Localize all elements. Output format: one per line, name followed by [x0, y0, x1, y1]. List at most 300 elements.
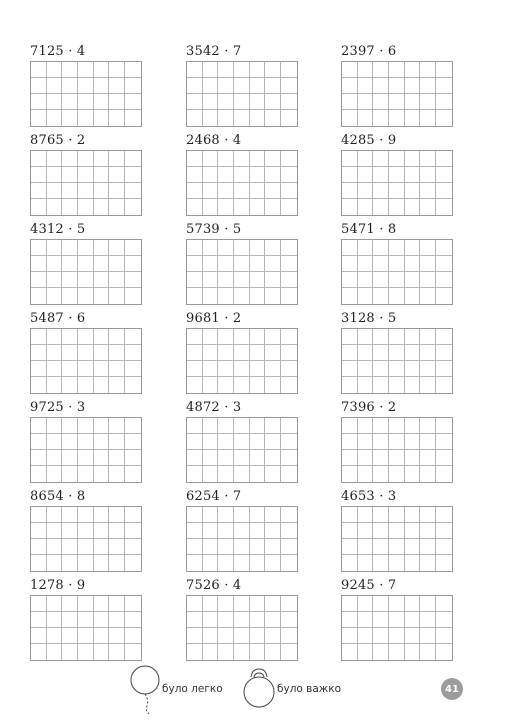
answer-grid[interactable]: [341, 417, 453, 483]
grid-cell[interactable]: [389, 288, 405, 304]
grid-cell[interactable]: [94, 555, 110, 571]
grid-cell[interactable]: [436, 272, 452, 288]
grid-cell[interactable]: [436, 94, 452, 110]
grid-cell[interactable]: [78, 240, 94, 256]
grid-cell[interactable]: [281, 345, 297, 361]
grid-cell[interactable]: [47, 110, 63, 126]
grid-cell[interactable]: [436, 450, 452, 466]
grid-cell[interactable]: [389, 555, 405, 571]
grid-cell[interactable]: [62, 110, 78, 126]
grid-cell[interactable]: [358, 151, 374, 167]
grid-cell[interactable]: [405, 612, 421, 628]
grid-cell[interactable]: [94, 539, 110, 555]
grid-cell[interactable]: [203, 644, 219, 660]
grid-cell[interactable]: [436, 151, 452, 167]
grid-cell[interactable]: [94, 110, 110, 126]
grid-cell[interactable]: [265, 272, 281, 288]
grid-cell[interactable]: [187, 361, 203, 377]
grid-cell[interactable]: [62, 256, 78, 272]
grid-cell[interactable]: [281, 256, 297, 272]
grid-cell[interactable]: [420, 288, 436, 304]
grid-cell[interactable]: [420, 628, 436, 644]
grid-cell[interactable]: [94, 596, 110, 612]
grid-cell[interactable]: [203, 167, 219, 183]
grid-cell[interactable]: [373, 596, 389, 612]
grid-cell[interactable]: [47, 361, 63, 377]
grid-cell[interactable]: [31, 110, 47, 126]
grid-cell[interactable]: [265, 434, 281, 450]
grid-cell[interactable]: [358, 628, 374, 644]
grid-cell[interactable]: [94, 256, 110, 272]
grid-cell[interactable]: [218, 466, 234, 482]
grid-cell[interactable]: [373, 434, 389, 450]
grid-cell[interactable]: [125, 256, 141, 272]
grid-cell[interactable]: [234, 110, 250, 126]
grid-cell[interactable]: [78, 523, 94, 539]
grid-cell[interactable]: [125, 345, 141, 361]
grid-cell[interactable]: [265, 450, 281, 466]
grid-cell[interactable]: [250, 361, 266, 377]
grid-cell[interactable]: [187, 596, 203, 612]
grid-cell[interactable]: [31, 628, 47, 644]
grid-cell[interactable]: [358, 434, 374, 450]
grid-cell[interactable]: [342, 377, 358, 393]
grid-cell[interactable]: [436, 78, 452, 94]
grid-cell[interactable]: [109, 329, 125, 345]
grid-cell[interactable]: [250, 450, 266, 466]
grid-cell[interactable]: [265, 78, 281, 94]
grid-cell[interactable]: [31, 507, 47, 523]
grid-cell[interactable]: [47, 272, 63, 288]
grid-cell[interactable]: [436, 167, 452, 183]
grid-cell[interactable]: [342, 434, 358, 450]
grid-cell[interactable]: [420, 272, 436, 288]
grid-cell[interactable]: [342, 555, 358, 571]
grid-cell[interactable]: [265, 62, 281, 78]
grid-cell[interactable]: [125, 507, 141, 523]
grid-cell[interactable]: [405, 272, 421, 288]
grid-cell[interactable]: [358, 612, 374, 628]
grid-cell[interactable]: [281, 628, 297, 644]
grid-cell[interactable]: [281, 329, 297, 345]
grid-cell[interactable]: [47, 167, 63, 183]
grid-cell[interactable]: [78, 288, 94, 304]
grid-cell[interactable]: [234, 151, 250, 167]
grid-cell[interactable]: [358, 272, 374, 288]
grid-cell[interactable]: [373, 62, 389, 78]
grid-cell[interactable]: [218, 167, 234, 183]
grid-cell[interactable]: [281, 450, 297, 466]
grid-cell[interactable]: [234, 377, 250, 393]
grid-cell[interactable]: [203, 466, 219, 482]
answer-grid[interactable]: [341, 506, 453, 572]
grid-cell[interactable]: [94, 523, 110, 539]
grid-cell[interactable]: [250, 466, 266, 482]
grid-cell[interactable]: [78, 377, 94, 393]
grid-cell[interactable]: [436, 418, 452, 434]
grid-cell[interactable]: [389, 361, 405, 377]
grid-cell[interactable]: [281, 434, 297, 450]
grid-cell[interactable]: [203, 523, 219, 539]
grid-cell[interactable]: [62, 94, 78, 110]
grid-cell[interactable]: [358, 329, 374, 345]
grid-cell[interactable]: [187, 256, 203, 272]
grid-cell[interactable]: [373, 240, 389, 256]
grid-cell[interactable]: [420, 466, 436, 482]
grid-cell[interactable]: [250, 167, 266, 183]
grid-cell[interactable]: [265, 507, 281, 523]
grid-cell[interactable]: [265, 539, 281, 555]
grid-cell[interactable]: [373, 523, 389, 539]
grid-cell[interactable]: [78, 507, 94, 523]
answer-grid[interactable]: [341, 239, 453, 305]
grid-cell[interactable]: [109, 110, 125, 126]
grid-cell[interactable]: [373, 466, 389, 482]
grid-cell[interactable]: [125, 62, 141, 78]
grid-cell[interactable]: [358, 596, 374, 612]
grid-cell[interactable]: [109, 288, 125, 304]
grid-cell[interactable]: [218, 199, 234, 215]
grid-cell[interactable]: [436, 539, 452, 555]
grid-cell[interactable]: [281, 110, 297, 126]
grid-cell[interactable]: [405, 628, 421, 644]
grid-cell[interactable]: [62, 555, 78, 571]
grid-cell[interactable]: [109, 539, 125, 555]
grid-cell[interactable]: [342, 361, 358, 377]
grid-cell[interactable]: [62, 183, 78, 199]
grid-cell[interactable]: [109, 377, 125, 393]
grid-cell[interactable]: [125, 329, 141, 345]
answer-grid[interactable]: [186, 61, 298, 127]
grid-cell[interactable]: [94, 240, 110, 256]
grid-cell[interactable]: [203, 612, 219, 628]
grid-cell[interactable]: [389, 596, 405, 612]
grid-cell[interactable]: [78, 110, 94, 126]
grid-cell[interactable]: [281, 466, 297, 482]
grid-cell[interactable]: [405, 361, 421, 377]
grid-cell[interactable]: [62, 539, 78, 555]
grid-cell[interactable]: [234, 256, 250, 272]
grid-cell[interactable]: [47, 240, 63, 256]
grid-cell[interactable]: [358, 539, 374, 555]
grid-cell[interactable]: [436, 288, 452, 304]
grid-cell[interactable]: [203, 329, 219, 345]
grid-cell[interactable]: [218, 612, 234, 628]
grid-cell[interactable]: [265, 288, 281, 304]
grid-cell[interactable]: [234, 555, 250, 571]
grid-cell[interactable]: [342, 628, 358, 644]
grid-cell[interactable]: [405, 288, 421, 304]
grid-cell[interactable]: [265, 596, 281, 612]
grid-cell[interactable]: [405, 434, 421, 450]
grid-cell[interactable]: [203, 110, 219, 126]
grid-cell[interactable]: [31, 434, 47, 450]
grid-cell[interactable]: [342, 78, 358, 94]
grid-cell[interactable]: [94, 450, 110, 466]
grid-cell[interactable]: [373, 256, 389, 272]
grid-cell[interactable]: [62, 199, 78, 215]
grid-cell[interactable]: [250, 539, 266, 555]
grid-cell[interactable]: [94, 199, 110, 215]
grid-cell[interactable]: [265, 466, 281, 482]
grid-cell[interactable]: [373, 110, 389, 126]
grid-cell[interactable]: [358, 361, 374, 377]
grid-cell[interactable]: [31, 167, 47, 183]
grid-cell[interactable]: [389, 418, 405, 434]
grid-cell[interactable]: [342, 256, 358, 272]
grid-cell[interactable]: [250, 94, 266, 110]
grid-cell[interactable]: [420, 523, 436, 539]
grid-cell[interactable]: [265, 183, 281, 199]
grid-cell[interactable]: [47, 450, 63, 466]
grid-cell[interactable]: [203, 507, 219, 523]
answer-grid[interactable]: [186, 595, 298, 661]
grid-cell[interactable]: [47, 466, 63, 482]
grid-cell[interactable]: [203, 539, 219, 555]
grid-cell[interactable]: [405, 94, 421, 110]
grid-cell[interactable]: [265, 94, 281, 110]
grid-cell[interactable]: [94, 466, 110, 482]
grid-cell[interactable]: [420, 507, 436, 523]
grid-cell[interactable]: [218, 272, 234, 288]
grid-cell[interactable]: [78, 183, 94, 199]
grid-cell[interactable]: [281, 151, 297, 167]
grid-cell[interactable]: [187, 110, 203, 126]
grid-cell[interactable]: [47, 151, 63, 167]
grid-cell[interactable]: [358, 523, 374, 539]
grid-cell[interactable]: [187, 272, 203, 288]
grid-cell[interactable]: [94, 329, 110, 345]
grid-cell[interactable]: [373, 361, 389, 377]
grid-cell[interactable]: [436, 345, 452, 361]
grid-cell[interactable]: [187, 240, 203, 256]
grid-cell[interactable]: [109, 450, 125, 466]
grid-cell[interactable]: [31, 183, 47, 199]
grid-cell[interactable]: [31, 466, 47, 482]
grid-cell[interactable]: [389, 507, 405, 523]
grid-cell[interactable]: [436, 240, 452, 256]
grid-cell[interactable]: [281, 612, 297, 628]
grid-cell[interactable]: [109, 167, 125, 183]
grid-cell[interactable]: [109, 78, 125, 94]
grid-cell[interactable]: [373, 555, 389, 571]
grid-cell[interactable]: [203, 377, 219, 393]
grid-cell[interactable]: [187, 167, 203, 183]
grid-cell[interactable]: [281, 78, 297, 94]
grid-cell[interactable]: [62, 288, 78, 304]
grid-cell[interactable]: [389, 240, 405, 256]
grid-cell[interactable]: [342, 612, 358, 628]
grid-cell[interactable]: [94, 272, 110, 288]
grid-cell[interactable]: [62, 450, 78, 466]
grid-cell[interactable]: [203, 288, 219, 304]
grid-cell[interactable]: [125, 434, 141, 450]
grid-cell[interactable]: [420, 612, 436, 628]
grid-cell[interactable]: [78, 644, 94, 660]
grid-cell[interactable]: [62, 434, 78, 450]
grid-cell[interactable]: [420, 377, 436, 393]
grid-cell[interactable]: [62, 329, 78, 345]
grid-cell[interactable]: [389, 167, 405, 183]
grid-cell[interactable]: [234, 345, 250, 361]
grid-cell[interactable]: [47, 523, 63, 539]
grid-cell[interactable]: [234, 78, 250, 94]
grid-cell[interactable]: [342, 199, 358, 215]
grid-cell[interactable]: [265, 644, 281, 660]
grid-cell[interactable]: [250, 110, 266, 126]
grid-cell[interactable]: [358, 450, 374, 466]
grid-cell[interactable]: [94, 377, 110, 393]
grid-cell[interactable]: [234, 628, 250, 644]
grid-cell[interactable]: [218, 78, 234, 94]
grid-cell[interactable]: [436, 377, 452, 393]
grid-cell[interactable]: [250, 596, 266, 612]
grid-cell[interactable]: [62, 507, 78, 523]
grid-cell[interactable]: [78, 256, 94, 272]
grid-cell[interactable]: [31, 612, 47, 628]
grid-cell[interactable]: [373, 539, 389, 555]
grid-cell[interactable]: [265, 612, 281, 628]
grid-cell[interactable]: [187, 539, 203, 555]
grid-cell[interactable]: [203, 418, 219, 434]
grid-cell[interactable]: [187, 151, 203, 167]
grid-cell[interactable]: [109, 523, 125, 539]
grid-cell[interactable]: [218, 507, 234, 523]
grid-cell[interactable]: [187, 628, 203, 644]
grid-cell[interactable]: [31, 539, 47, 555]
grid-cell[interactable]: [250, 377, 266, 393]
grid-cell[interactable]: [420, 361, 436, 377]
grid-cell[interactable]: [78, 62, 94, 78]
grid-cell[interactable]: [31, 596, 47, 612]
grid-cell[interactable]: [125, 418, 141, 434]
grid-cell[interactable]: [218, 183, 234, 199]
grid-cell[interactable]: [281, 199, 297, 215]
grid-cell[interactable]: [420, 434, 436, 450]
grid-cell[interactable]: [234, 183, 250, 199]
answer-grid[interactable]: [186, 150, 298, 216]
grid-cell[interactable]: [420, 329, 436, 345]
answer-grid[interactable]: [30, 506, 142, 572]
grid-cell[interactable]: [78, 450, 94, 466]
grid-cell[interactable]: [265, 361, 281, 377]
grid-cell[interactable]: [218, 94, 234, 110]
grid-cell[interactable]: [373, 167, 389, 183]
grid-cell[interactable]: [265, 329, 281, 345]
grid-cell[interactable]: [389, 644, 405, 660]
grid-cell[interactable]: [218, 240, 234, 256]
grid-cell[interactable]: [203, 240, 219, 256]
grid-cell[interactable]: [389, 94, 405, 110]
grid-cell[interactable]: [234, 434, 250, 450]
grid-cell[interactable]: [94, 78, 110, 94]
grid-cell[interactable]: [234, 240, 250, 256]
grid-cell[interactable]: [405, 450, 421, 466]
grid-cell[interactable]: [47, 628, 63, 644]
grid-cell[interactable]: [187, 377, 203, 393]
grid-cell[interactable]: [78, 596, 94, 612]
grid-cell[interactable]: [436, 361, 452, 377]
grid-cell[interactable]: [358, 466, 374, 482]
grid-cell[interactable]: [436, 555, 452, 571]
grid-cell[interactable]: [187, 329, 203, 345]
grid-cell[interactable]: [373, 183, 389, 199]
grid-cell[interactable]: [358, 94, 374, 110]
grid-cell[interactable]: [420, 78, 436, 94]
grid-cell[interactable]: [218, 110, 234, 126]
grid-cell[interactable]: [234, 523, 250, 539]
grid-cell[interactable]: [78, 434, 94, 450]
grid-cell[interactable]: [420, 596, 436, 612]
grid-cell[interactable]: [109, 644, 125, 660]
grid-cell[interactable]: [125, 151, 141, 167]
grid-cell[interactable]: [187, 94, 203, 110]
grid-cell[interactable]: [265, 110, 281, 126]
grid-cell[interactable]: [62, 377, 78, 393]
grid-cell[interactable]: [62, 345, 78, 361]
grid-cell[interactable]: [218, 256, 234, 272]
answer-grid[interactable]: [30, 150, 142, 216]
grid-cell[interactable]: [109, 361, 125, 377]
grid-cell[interactable]: [94, 183, 110, 199]
grid-cell[interactable]: [187, 418, 203, 434]
grid-cell[interactable]: [203, 272, 219, 288]
grid-cell[interactable]: [250, 199, 266, 215]
grid-cell[interactable]: [342, 288, 358, 304]
grid-cell[interactable]: [405, 256, 421, 272]
grid-cell[interactable]: [94, 94, 110, 110]
grid-cell[interactable]: [218, 329, 234, 345]
grid-cell[interactable]: [47, 434, 63, 450]
grid-cell[interactable]: [389, 434, 405, 450]
grid-cell[interactable]: [250, 612, 266, 628]
grid-cell[interactable]: [62, 151, 78, 167]
grid-cell[interactable]: [420, 110, 436, 126]
grid-cell[interactable]: [31, 62, 47, 78]
answer-grid[interactable]: [341, 328, 453, 394]
grid-cell[interactable]: [281, 240, 297, 256]
grid-cell[interactable]: [420, 94, 436, 110]
grid-cell[interactable]: [125, 644, 141, 660]
grid-cell[interactable]: [436, 110, 452, 126]
grid-cell[interactable]: [94, 151, 110, 167]
grid-cell[interactable]: [31, 377, 47, 393]
grid-cell[interactable]: [125, 199, 141, 215]
grid-cell[interactable]: [405, 329, 421, 345]
grid-cell[interactable]: [78, 612, 94, 628]
grid-cell[interactable]: [405, 183, 421, 199]
grid-cell[interactable]: [405, 377, 421, 393]
grid-cell[interactable]: [358, 256, 374, 272]
grid-cell[interactable]: [187, 288, 203, 304]
grid-cell[interactable]: [218, 345, 234, 361]
grid-cell[interactable]: [405, 240, 421, 256]
grid-cell[interactable]: [203, 94, 219, 110]
grid-cell[interactable]: [250, 628, 266, 644]
grid-cell[interactable]: [47, 612, 63, 628]
grid-cell[interactable]: [342, 523, 358, 539]
grid-cell[interactable]: [109, 151, 125, 167]
grid-cell[interactable]: [94, 507, 110, 523]
grid-cell[interactable]: [342, 167, 358, 183]
grid-cell[interactable]: [389, 151, 405, 167]
grid-cell[interactable]: [405, 345, 421, 361]
grid-cell[interactable]: [250, 418, 266, 434]
grid-cell[interactable]: [436, 612, 452, 628]
grid-cell[interactable]: [250, 329, 266, 345]
grid-cell[interactable]: [62, 418, 78, 434]
grid-cell[interactable]: [250, 183, 266, 199]
